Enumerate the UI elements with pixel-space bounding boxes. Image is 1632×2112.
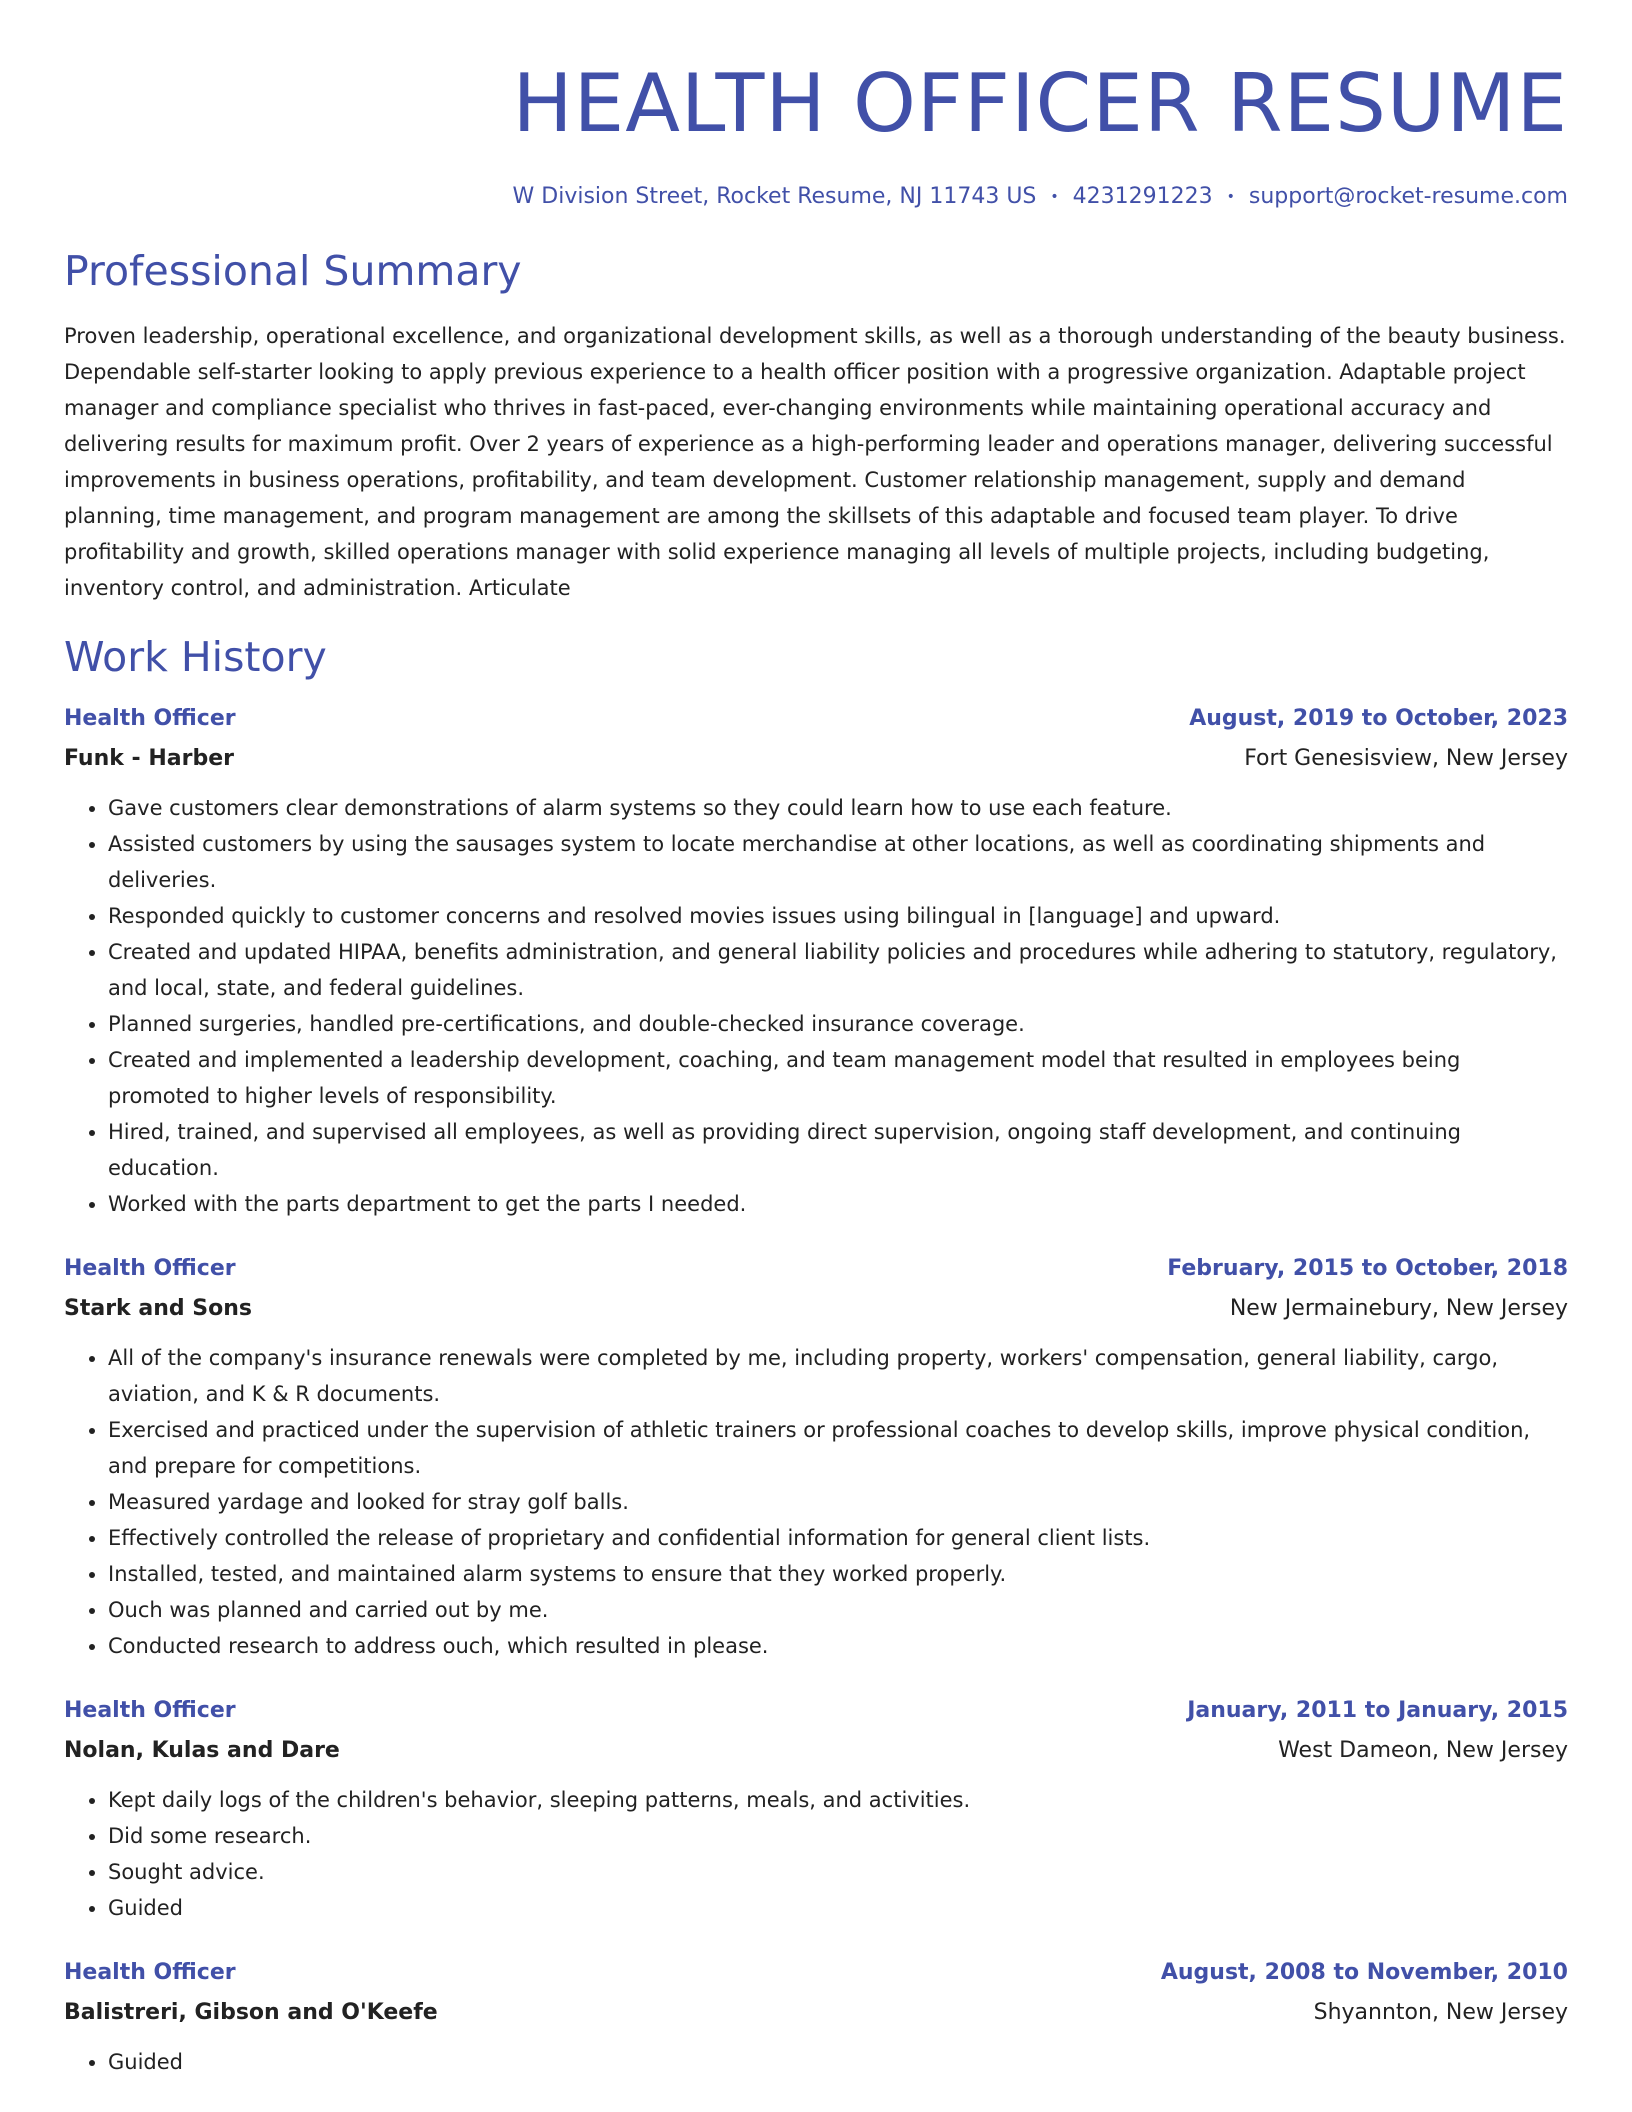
job-bullet-list: [64, 1782, 1568, 1926]
job-title: Health Officer: [64, 1698, 236, 1723]
job-header-row: [64, 1254, 1568, 1284]
job-company-row: [64, 1998, 1568, 2028]
job-dates: August, 2008 to November, 2010: [1160, 1960, 1568, 1985]
job-entry: [64, 704, 1568, 1222]
job-company: Nolan, Kulas and Dare: [64, 1738, 340, 1763]
job-header-row: [64, 1958, 1568, 1988]
contact-separator: •: [1050, 189, 1059, 205]
job-bullet: • Effectively controlled the release of proprietary and confidential information for general client lists.: [108, 1520, 1568, 1556]
contact-address: W Division Street, Rocket Resume, NJ 11743 US: [512, 184, 1037, 209]
job-company: Funk - Harber: [64, 746, 234, 771]
job-bullet-list: [64, 1340, 1568, 1664]
job-company-row: [64, 1736, 1568, 1766]
job-company: Balistreri, Gibson and O'Keefe: [64, 2000, 438, 2025]
contact-line: [64, 182, 1568, 212]
contact-separator: •: [1226, 189, 1235, 205]
summary-heading: Professional Summary: [64, 247, 522, 295]
job-header-row: [64, 1696, 1568, 1726]
job-bullet: • Did some research.: [108, 1818, 1568, 1854]
job-entry: [64, 1958, 1568, 2080]
job-location: West Dameon, New Jersey: [1278, 1738, 1568, 1763]
page-title: HEALTH OFFICER RESUME: [512, 57, 1568, 150]
job-entry: [64, 1696, 1568, 1926]
contact-phone: 4231291223: [1072, 184, 1213, 209]
job-bullet: • Hired, trained, and supervised all employees, as well as providing direct supervision, ongoing staff development, and continuing education.: [108, 1114, 1568, 1186]
job-bullet: • Exercised and practiced under the supervision of athletic trainers or professional coaches to develop skills, improve physical condition, and prepare for competitions.: [108, 1412, 1568, 1484]
resume-page: [64, 0, 1568, 2112]
job-bullet: • Gave customers clear demonstrations of alarm systems so they could learn how to use each feature.: [108, 790, 1568, 826]
job-dates: February, 2015 to October, 2018: [1167, 1256, 1568, 1281]
job-bullet: • Measured yardage and looked for stray golf balls.: [108, 1484, 1568, 1520]
job-bullet: • Installed, tested, and maintained alarm systems to ensure that they worked properly.: [108, 1556, 1568, 1592]
job-location: Shyannton, New Jersey: [1313, 2000, 1568, 2025]
job-company-row: [64, 744, 1568, 774]
job-title: Health Officer: [64, 1256, 236, 1281]
work-history-heading: Work History: [64, 633, 327, 681]
job-dates: January, 2011 to January, 2015: [1187, 1698, 1568, 1723]
summary-text: Proven leadership, operational excellence, and organizational development skills, as well as a thorough understanding of the beauty business. Dependable self-starter looking to apply previous experience to a health officer position with a progressive organization. Adaptable project manager and compliance specialist who thrives in fast-paced, ever-changing environments while maintaining operational accuracy and delivering results for maximum profit. Over 2 years of experience as a high-performing leader and operations manager, delivering successful improvements in business operations, profitability, and team development. Customer relationship management, supply and demand planning, time management, and program management are among the skillsets of this adaptable and focused team player. To drive profitability and growth, skilled operations manager with solid experience managing all levels of multiple projects, including budgeting, inventory control, and administration. Articulate: [64, 324, 1566, 600]
job-bullet: • Conducted research to address ouch, which resulted in please.: [108, 1628, 1568, 1664]
job-bullet: • Ouch was planned and carried out by me.: [108, 1592, 1568, 1628]
job-bullet: • Planned surgeries, handled pre-certifications, and double-checked insurance coverage.: [108, 1006, 1568, 1042]
job-bullet: • All of the company's insurance renewals were completed by me, including property, workers' compensation, general liability, cargo, aviation, and K & R documents.: [108, 1340, 1568, 1412]
job-bullet: • Guided: [108, 1890, 1568, 1926]
job-header-row: [64, 704, 1568, 734]
job-bullet: • Sought advice.: [108, 1854, 1568, 1890]
job-bullet: • Worked with the parts department to get the parts I needed.: [108, 1186, 1568, 1222]
job-bullet: • Assisted customers by using the sausages system to locate merchandise at other locations, as well as coordinating shipments and deliveries.: [108, 826, 1568, 898]
job-bullet: • Kept daily logs of the children's behavior, sleeping patterns, meals, and activities.: [108, 1782, 1568, 1818]
job-bullet-list: [64, 2044, 1568, 2080]
job-bullet: • Created and updated HIPAA, benefits administration, and general liability policies and procedures while adhering to statutory, regulatory, and local, state, and federal guidelines.: [108, 934, 1568, 1006]
job-location: Fort Genesisview, New Jersey: [1244, 746, 1568, 771]
job-dates: August, 2019 to October, 2023: [1189, 706, 1568, 731]
job-entry: [64, 1254, 1568, 1664]
job-bullet: • Guided: [108, 2044, 1568, 2080]
job-bullet-list: [64, 790, 1568, 1222]
job-title: Health Officer: [64, 706, 236, 731]
job-title: Health Officer: [64, 1960, 236, 1985]
job-location: New Jermainebury, New Jersey: [1229, 1296, 1568, 1321]
job-bullet: • Created and implemented a leadership development, coaching, and team management model that resulted in employees being promoted to higher levels of responsibility.: [108, 1042, 1568, 1114]
job-company-row: [64, 1294, 1568, 1324]
contact-email: support@rocket-resume.com: [1248, 184, 1568, 209]
job-company: Stark and Sons: [64, 1296, 252, 1321]
job-bullet: • Responded quickly to customer concerns and resolved movies issues using bilingual in [language] and upward.: [108, 898, 1568, 934]
